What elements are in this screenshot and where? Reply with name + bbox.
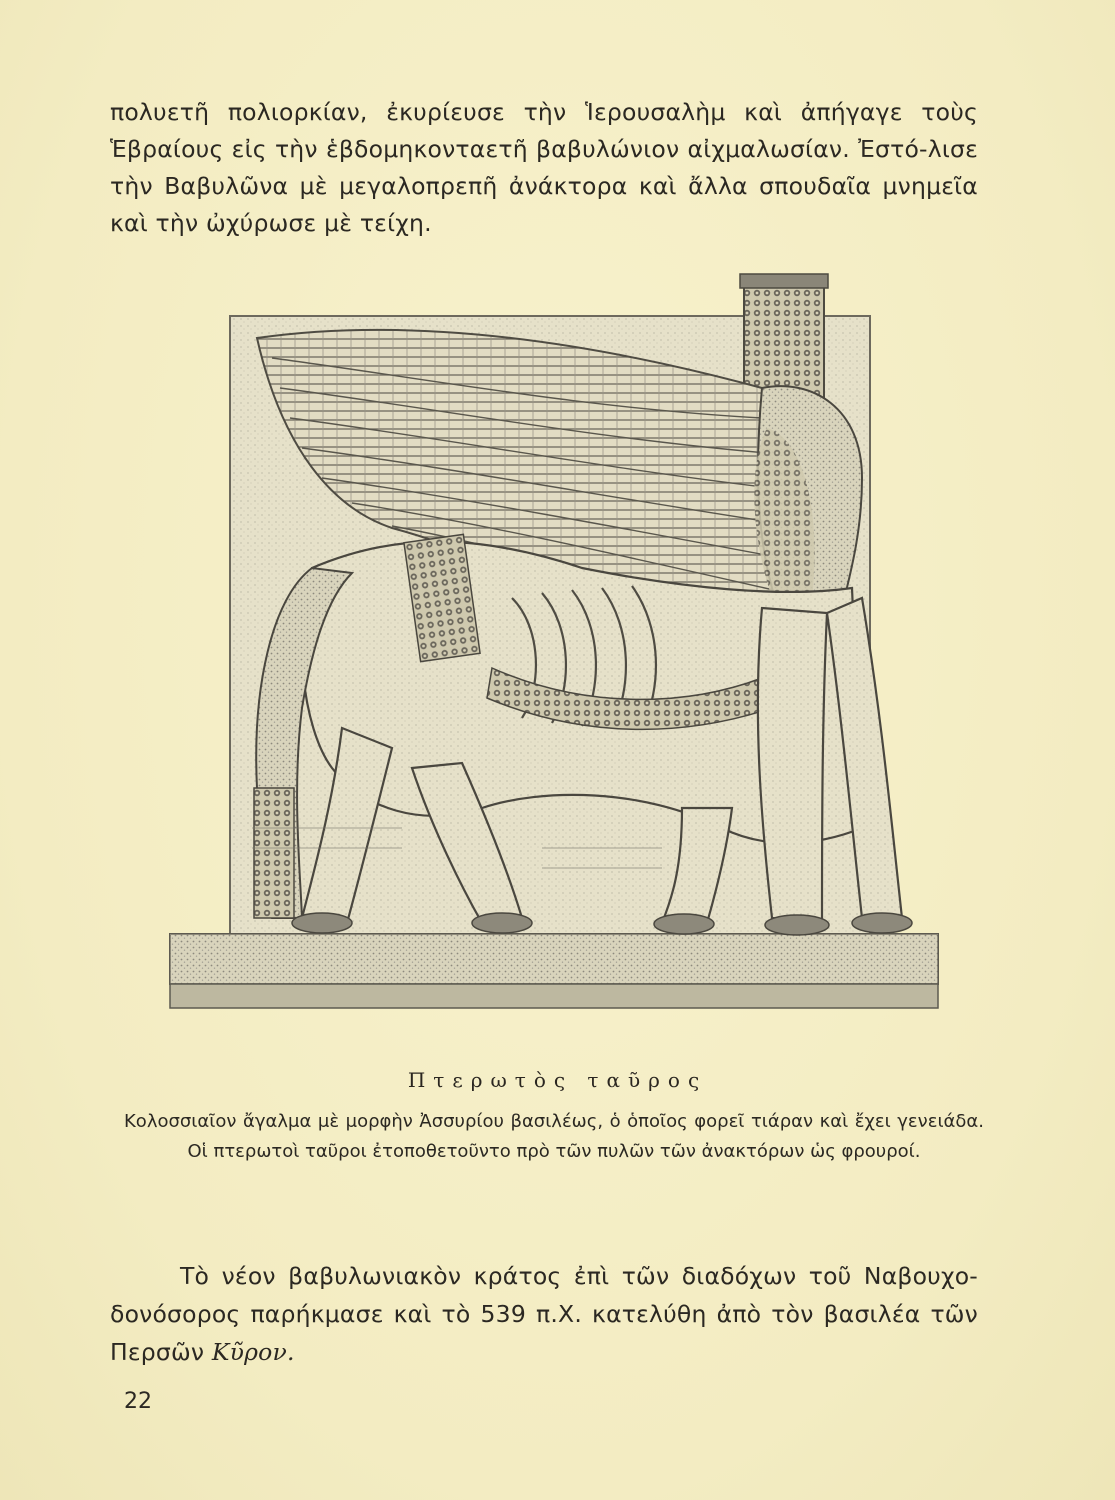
paragraph-top: πολυετῆ πολιορκίαν, ἐκυρίευσε τὴν Ἱερουσαλὴμ καὶ ἀπήγαγε τοὺς Ἑβραίους εἰς τὴν ἑβδομηκονταετῆ βαβυλώνιον αἰχμαλωσίαν. Ἐστό-λισε τὴν Βαβυλῶνα μὲ μεγαλοπρεπῆ ἀνάκτορα καὶ ἄλλα σπουδαῖα μνημεῖα καὶ τὴν ὠχύρωσε μὲ τείχη.: [110, 98, 978, 237]
figure-caption: Κολοσσιαῖον ἄγαλμα μὲ μορφὴν Ἀσσυρίου βασιλέως, ὁ ὁποῖος φορεῖ τιάραν καὶ ἔχει γενειάδα. Οἱ πτερωτοὶ ταῦροι ἐτοποθετοῦντο πρὸ τῶν πυλῶν τῶν ἀνακτόρων ὡς φρουροί.: [124, 1111, 984, 1162]
paragraph-bottom-name: Κῦρον.: [211, 1338, 295, 1366]
paragraph-bottom: [110, 1257, 978, 1371]
paragraph-bottom-text: Τὸ νέον βαβυλωνιακὸν κράτος ἐπὶ τῶν διαδόχων τοῦ Ναβουχο-δονόσορος παρήκμασε καὶ τὸ 539 π.Χ. κατελύθη ἀπὸ τὸν βασιλέα τῶν Περσῶν: [110, 1262, 978, 1366]
page-number: 22: [124, 1389, 152, 1414]
lamassu-relief-illustration: [162, 268, 952, 1020]
figure-title: Πτερωτὸς ταῦρος: [407, 1068, 708, 1092]
